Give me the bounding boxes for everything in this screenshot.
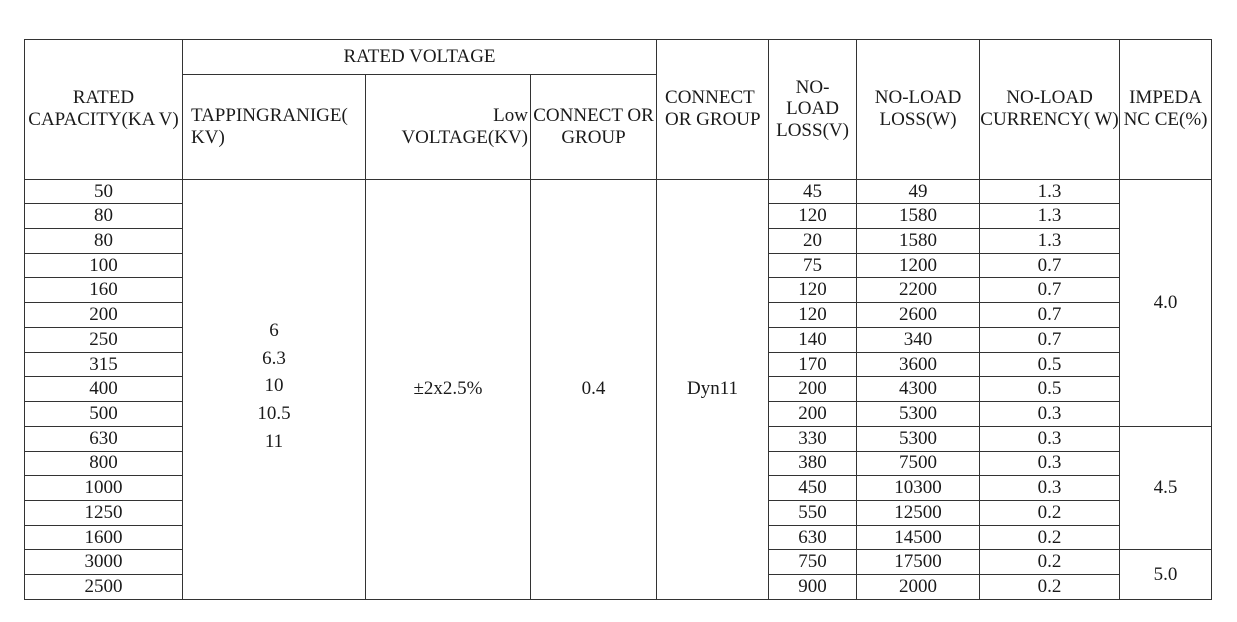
no-load-loss-w-cell: 1580 — [857, 229, 980, 254]
no-load-loss-w-cell: 14500 — [857, 525, 980, 550]
no-load-currency-cell: 0.2 — [980, 550, 1120, 575]
capacity-cell: 1600 — [25, 525, 183, 550]
no-load-loss-v-cell: 120 — [769, 303, 857, 328]
impedance-cell: 4.5 — [1120, 426, 1212, 550]
no-load-loss-w-cell: 10300 — [857, 476, 980, 501]
no-load-loss-v-cell: 630 — [769, 525, 857, 550]
capacity-cell: 250 — [25, 327, 183, 352]
capacity-cell: 80 — [25, 204, 183, 229]
no-load-loss-w-cell: 2000 — [857, 575, 980, 600]
table-row — [25, 179, 1212, 204]
no-load-loss-v-cell: 75 — [769, 253, 857, 278]
no-load-loss-w-cell: 340 — [857, 327, 980, 352]
no-load-currency-cell: 0.3 — [980, 451, 1120, 476]
no-load-loss-v-cell: 20 — [769, 229, 857, 254]
no-load-loss-w-cell: 3600 — [857, 352, 980, 377]
no-load-currency-cell: 0.3 — [980, 476, 1120, 501]
header-connector-group-sub: CONNECT OR GROUP — [531, 74, 657, 179]
tapping-range-cell: ±2x2.5% — [366, 179, 531, 599]
no-load-loss-v-cell: 450 — [769, 476, 857, 501]
no-load-currency-cell: 1.3 — [980, 204, 1120, 229]
capacity-cell: 400 — [25, 377, 183, 402]
no-load-loss-w-cell: 12500 — [857, 500, 980, 525]
no-load-loss-v-cell: 200 — [769, 402, 857, 427]
no-load-currency-cell: 0.2 — [980, 500, 1120, 525]
header-tapping-range: TAPPINGRANIGE( KV) — [183, 74, 366, 179]
capacity-cell: 200 — [25, 303, 183, 328]
header-connector-group: CONNECT OR GROUP — [657, 40, 769, 180]
no-load-loss-v-cell: 45 — [769, 179, 857, 204]
no-load-loss-w-cell: 2200 — [857, 278, 980, 303]
header-no-load-currency: NO-LOAD CURRENCY( W) — [980, 40, 1120, 180]
low-voltage-cell: 0.4 — [531, 179, 657, 599]
no-load-loss-v-cell: 330 — [769, 426, 857, 451]
no-load-loss-w-cell: 1580 — [857, 204, 980, 229]
no-load-loss-v-cell: 550 — [769, 500, 857, 525]
no-load-loss-v-cell: 750 — [769, 550, 857, 575]
high-voltage-list — [183, 179, 366, 599]
no-load-loss-v-cell: 120 — [769, 204, 857, 229]
no-load-loss-v-cell: 200 — [769, 377, 857, 402]
high-voltage-value: 6 — [269, 319, 279, 341]
no-load-loss-w-cell: 1200 — [857, 253, 980, 278]
header-impedance: IMPEDA NC CE(%) — [1120, 40, 1212, 180]
header-rated-voltage: RATED VOLTAGE — [183, 40, 657, 75]
no-load-currency-cell: 1.3 — [980, 229, 1120, 254]
header-no-load-loss-w: NO-LOAD LOSS(W) — [857, 40, 980, 180]
no-load-loss-w-cell: 17500 — [857, 550, 980, 575]
no-load-currency-cell: 0.2 — [980, 575, 1120, 600]
capacity-cell: 800 — [25, 451, 183, 476]
connector-group-cell: Dyn11 — [657, 179, 769, 599]
capacity-cell: 2500 — [25, 575, 183, 600]
no-load-loss-v-cell: 170 — [769, 352, 857, 377]
no-load-loss-w-cell: 5300 — [857, 402, 980, 427]
no-load-currency-cell: 0.5 — [980, 352, 1120, 377]
capacity-cell: 50 — [25, 179, 183, 204]
no-load-loss-v-cell: 140 — [769, 327, 857, 352]
capacity-cell: 80 — [25, 229, 183, 254]
no-load-loss-w-cell: 2600 — [857, 303, 980, 328]
capacity-cell: 500 — [25, 402, 183, 427]
transformer-spec-table — [24, 39, 1212, 600]
capacity-cell: 100 — [25, 253, 183, 278]
no-load-currency-cell: 0.3 — [980, 426, 1120, 451]
capacity-cell: 630 — [25, 426, 183, 451]
capacity-cell: 315 — [25, 352, 183, 377]
impedance-cell: 4.0 — [1120, 179, 1212, 426]
no-load-currency-cell: 0.7 — [980, 278, 1120, 303]
header-no-load-loss-v: NO- LOAD LOSS(V) — [769, 40, 857, 180]
capacity-cell: 1000 — [25, 476, 183, 501]
no-load-currency-cell: 0.3 — [980, 402, 1120, 427]
no-load-loss-v-cell: 380 — [769, 451, 857, 476]
impedance-cell: 5.0 — [1120, 550, 1212, 600]
capacity-cell: 3000 — [25, 550, 183, 575]
no-load-loss-w-cell: 4300 — [857, 377, 980, 402]
no-load-loss-w-cell: 49 — [857, 179, 980, 204]
no-load-currency-cell: 0.2 — [980, 525, 1120, 550]
no-load-loss-w-cell: 7500 — [857, 451, 980, 476]
high-voltage-value: 10 — [264, 375, 284, 397]
no-load-loss-w-cell: 5300 — [857, 426, 980, 451]
capacity-cell: 160 — [25, 278, 183, 303]
no-load-currency-cell: 0.7 — [980, 303, 1120, 328]
header-rated-capacity: RATED CAPACITY(KA V) — [25, 40, 183, 180]
no-load-loss-v-cell: 900 — [769, 575, 857, 600]
capacity-cell: 1250 — [25, 500, 183, 525]
high-voltage-value: 10.5 — [257, 403, 291, 425]
no-load-loss-v-cell: 120 — [769, 278, 857, 303]
no-load-currency-cell: 0.5 — [980, 377, 1120, 402]
no-load-currency-cell: 0.7 — [980, 327, 1120, 352]
no-load-currency-cell: 0.7 — [980, 253, 1120, 278]
high-voltage-value: 11 — [264, 431, 284, 453]
high-voltage-value: 6.3 — [262, 347, 286, 369]
header-low-voltage: Low VOLTAGE(KV) — [366, 74, 531, 179]
no-load-currency-cell: 1.3 — [980, 179, 1120, 204]
